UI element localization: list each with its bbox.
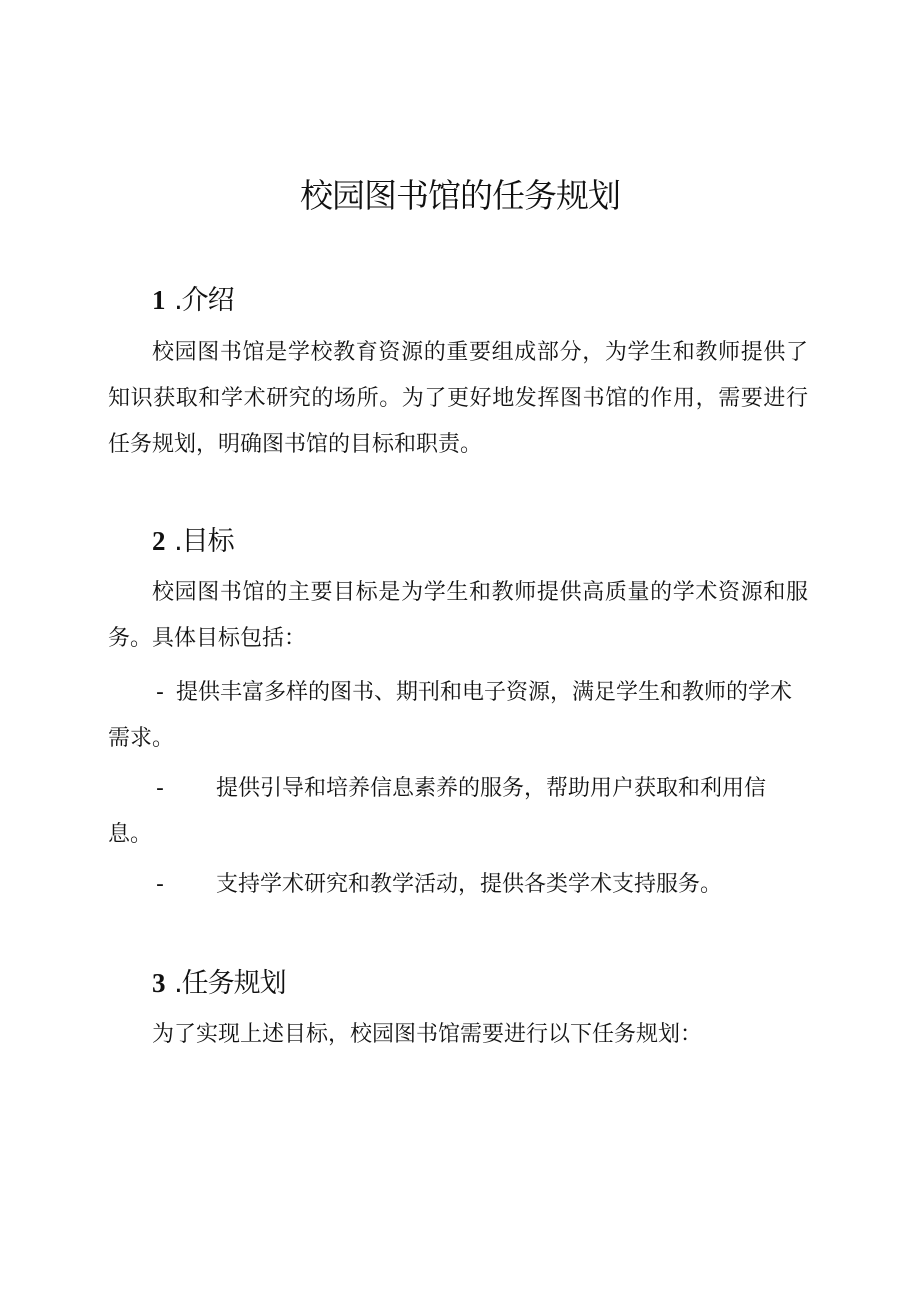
section-heading-text: .目标 <box>174 526 234 557</box>
intro-paragraph: 校园图书馆是学校教育资源的重要组成部分，为学生和教师提供了知识获取和学术研究的场所。为了更好地发挥图书馆的作用，需要进行任务规划，明确图书馆的目标和职责。 <box>108 340 808 457</box>
section-number: 1 <box>152 285 166 315</box>
section-heading-task-planning <box>152 963 286 1004</box>
section-heading-text: .介绍 <box>174 285 234 316</box>
document-title: 校园图书馆的任务规划 <box>300 176 620 215</box>
bullet-text: 提供引导和培养信息素养的服务，帮助用户获取和利用信息。 <box>108 776 767 847</box>
goal-bullet-item <box>108 862 808 908</box>
goals-paragraph: 校园图书馆的主要目标是为学生和教师提供高质量的学术资源和服务。具体目标包括： <box>108 580 808 651</box>
bullet-text: 提供丰富多样的图书、期刊和电子资源，满足学生和教师的学术需求。 <box>108 680 793 751</box>
bullet-dash: - <box>156 872 164 897</box>
section-heading-goals <box>152 521 234 562</box>
section-heading-intro <box>152 280 234 321</box>
section-number: 2 <box>152 526 166 556</box>
task-planning-paragraph: 为了实现上述目标，校园图书馆需要进行以下任务规划： <box>152 1022 703 1047</box>
goal-bullet-item <box>108 670 808 762</box>
section-heading-text: .任务规划 <box>174 968 286 999</box>
bullet-text: 支持学术研究和教学活动，提供各类学术支持服务。 <box>216 872 723 897</box>
goal-bullet-item <box>108 766 808 858</box>
bullet-dash: - <box>156 776 164 801</box>
bullet-dash: - <box>156 680 164 705</box>
section-number: 3 <box>152 968 166 998</box>
